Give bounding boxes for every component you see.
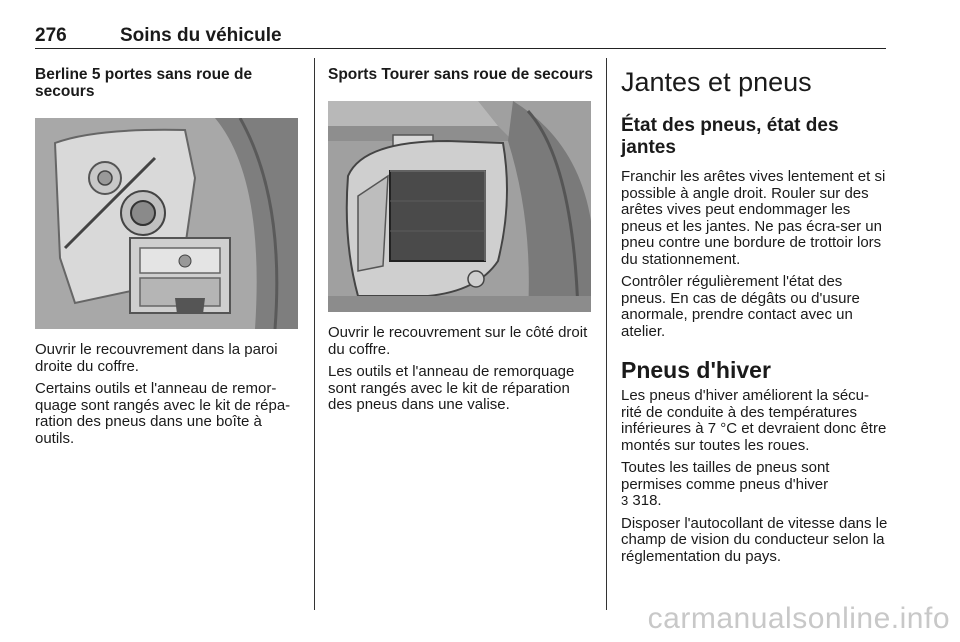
column-divider [314, 58, 315, 610]
subheading-tyre-condition: État des pneus, état des jantes [621, 115, 839, 158]
winter-tyres-paragraph-1: Les pneus d'hiver améliorent la sécu-rité de conduite à des températures inférieures à 7 °C et devraient donc être montés sur toutes les roues. [621, 387, 887, 454]
sedan-trunk-illustration [35, 118, 298, 329]
subheading-winter-tyres: Pneus d'hiver [621, 357, 771, 383]
chapter-title: Jantes et pneus [621, 67, 812, 97]
column-sports-tourer [328, 58, 593, 420]
sports-tourer-trunk-illustration [328, 101, 591, 312]
page-header [35, 22, 886, 49]
sedan-heading: Berline 5 portes sans roue de secours [35, 66, 253, 100]
sports-tourer-paragraph-2: Les outils et l'anneau de remorquage sont rangés avec le kit de réparation des pneus dans une valise. [328, 363, 575, 413]
page-reference-arrow-icon: 3 [621, 493, 629, 508]
page-reference[interactable]: 318. [632, 492, 662, 509]
sports-tourer-heading: Sports Tourer sans roue de secours [328, 66, 594, 83]
winter-tyres-paragraph-3: Disposer l'autocollant de vitesse dans le champ de vision du conducteur selon la réglementation du pays. [621, 514, 888, 565]
column-sedan [35, 58, 300, 453]
winter-tyres-paragraph-2 [621, 460, 889, 510]
column-divider [606, 58, 607, 610]
sedan-paragraph-2: Certains outils et l'anneau de remor-quage sont rangés avec le kit de répa-ration des pneus dans une boîte à outils. [35, 380, 291, 447]
tyre-condition-paragraph-2: Contrôler régulièrement l'état des pneus. En cas de dégâts ou d'usure anormale, prendre contact avec un atelier. [621, 273, 860, 340]
column-wheels-tyres [621, 58, 889, 571]
tyre-condition-paragraph-1: Franchir les arêtes vives lentement et si possible à angle droit. Rouler sur des arêtes vives peut endommager les pneus et les jantes. Ne pas écra-ser un pneu contre une bordure de trottoir lors du stationnement. [621, 168, 886, 268]
sports-tourer-paragraph-1: Ouvrir le recouvrement sur le côté droit du coffre. [328, 324, 588, 358]
page-number: 276 [35, 25, 67, 46]
sedan-paragraph-1: Ouvrir le recouvrement dans la paroi droite du coffre. [35, 341, 278, 375]
winter-tyres-text: Toutes les tailles de pneus sont permises comme pneus d'hiver [621, 459, 830, 493]
watermark: carmanualsonline.info [647, 602, 950, 635]
section-title: Soins du véhicule [120, 25, 282, 46]
